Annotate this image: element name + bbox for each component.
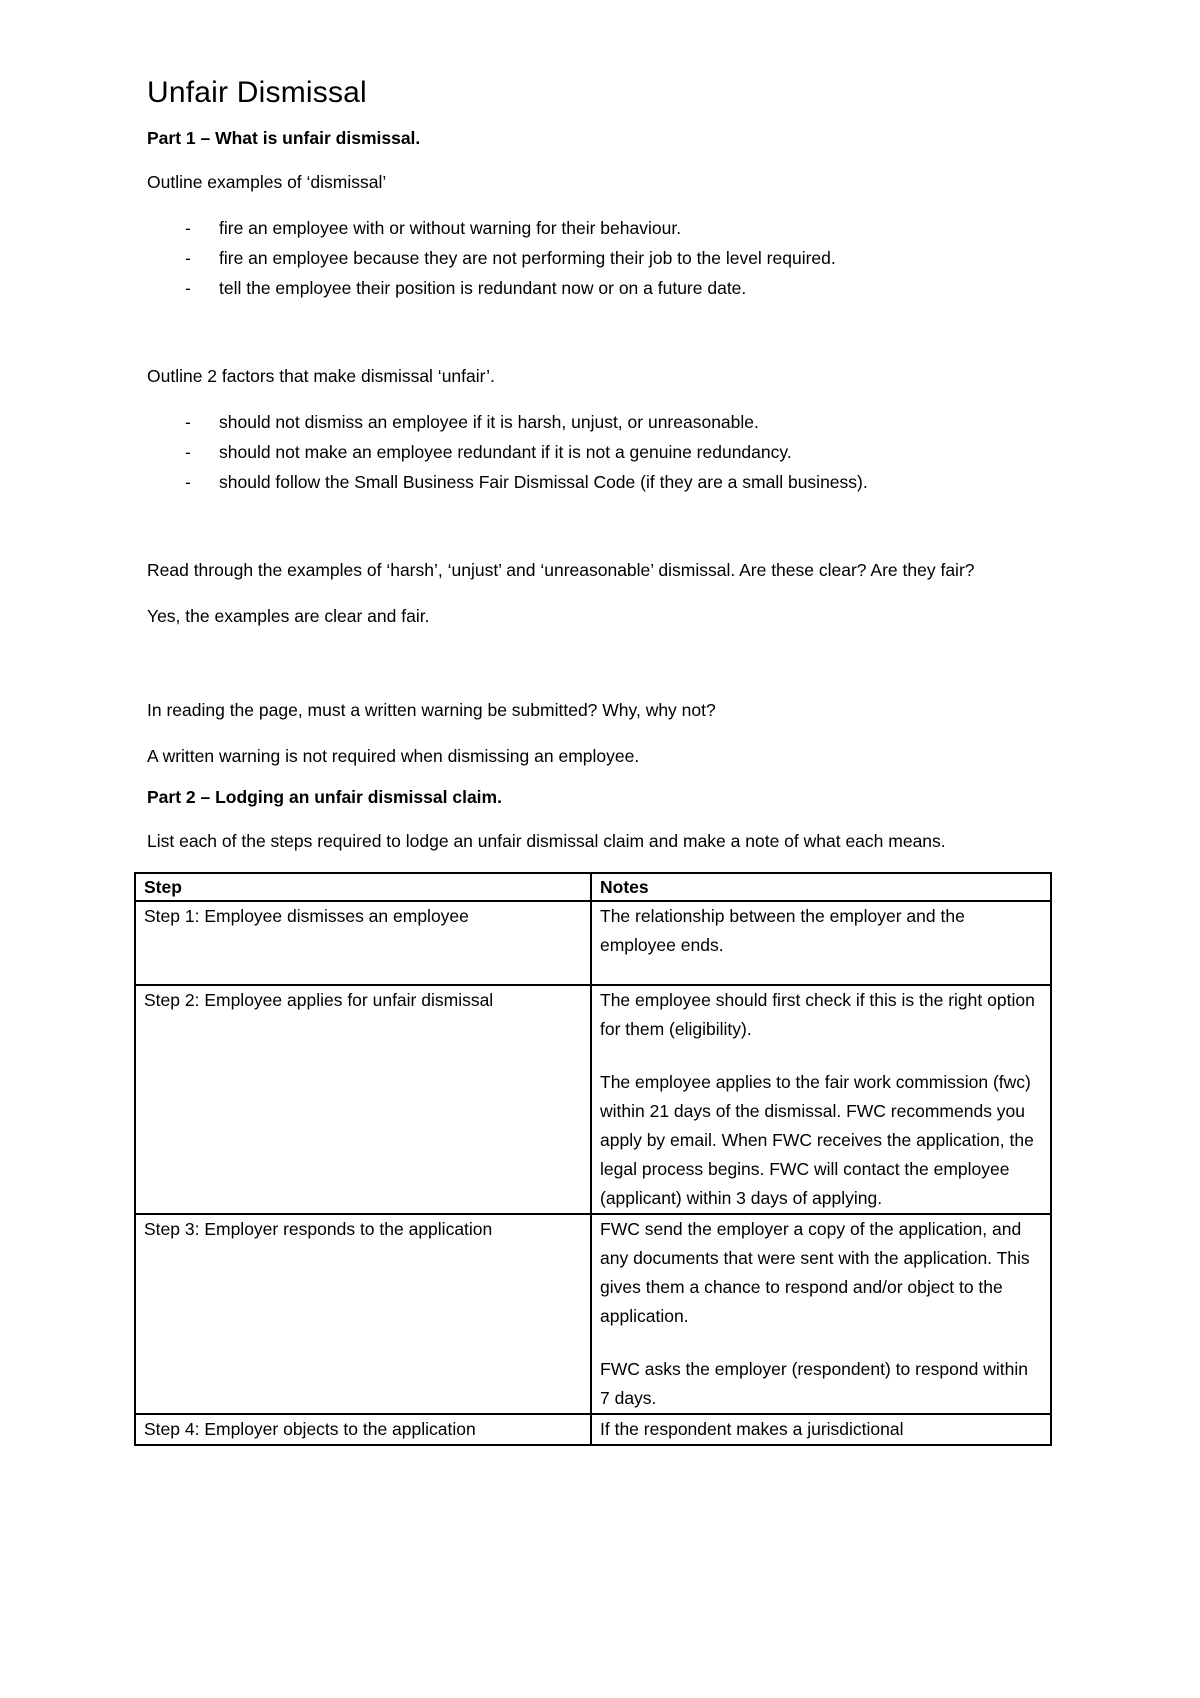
table-row: [135, 1214, 1051, 1414]
spacer: [147, 497, 1052, 555]
table-row: [135, 985, 1051, 1214]
spacer: [600, 1044, 1042, 1068]
table-row: [135, 1414, 1051, 1445]
header-notes: Notes: [591, 873, 1051, 901]
part2-heading: Part 2 – Lodging an unfair dismissal claim.: [147, 787, 502, 807]
dash-bullet: -: [185, 218, 191, 238]
notes-cell: [591, 985, 1051, 1214]
notes-text: If the respondent makes a jurisdictional: [600, 1419, 904, 1439]
list-item-text: fire an employee because they are not performing their job to the level required.: [219, 248, 836, 268]
notes-text: The relationship between the employer and the employee ends.: [600, 906, 965, 955]
table-row: [135, 901, 1051, 985]
spacer: [600, 1331, 1042, 1355]
notes-cell: [591, 1414, 1051, 1445]
notes-text: FWC asks the employer (respondent) to respond within 7 days.: [600, 1359, 1028, 1408]
list-item-text: fire an employee with or without warning for their behaviour.: [219, 218, 682, 238]
answer-examples-clear: Yes, the examples are clear and fair.: [147, 606, 430, 626]
list-item-text: should not make an employee redundant if it is not a genuine redundancy.: [219, 442, 792, 462]
notes-cell: [591, 901, 1051, 985]
dash-bullet: -: [185, 248, 191, 268]
notes-cell: [591, 1214, 1051, 1414]
dash-bullet: -: [185, 472, 191, 492]
list-item: [147, 467, 1052, 497]
part2-instruction: List each of the steps required to lodge an unfair dismissal claim and make a note of what each means.: [147, 831, 946, 851]
spacer: [147, 303, 1052, 361]
step-text: Step 4: Employer objects to the application: [144, 1419, 476, 1439]
page-title: Unfair Dismissal: [147, 76, 367, 109]
dash-bullet: -: [185, 412, 191, 432]
notes-text: FWC send the employer a copy of the application, and any documents that were sent with the application. This gives them a chance to respond and/or object to the application.: [600, 1219, 1030, 1326]
step-cell: [135, 985, 591, 1214]
steps-table: [134, 872, 1052, 1446]
step-text: Step 1: Employee dismisses an employee: [144, 906, 469, 926]
step-cell: [135, 901, 591, 985]
spacer: [147, 647, 1052, 695]
step-text: Step 3: Employer responds to the application: [144, 1219, 493, 1239]
question-dismissal-examples: Outline examples of ‘dismissal’: [147, 172, 387, 192]
question-written-warning: In reading the page, must a written warning be submitted? Why, why not?: [147, 700, 716, 720]
notes-text: The employee applies to the fair work commission (fwc) within 21 days of the dismissal. FWC recommends you apply by email. When FWC receives the application, the legal process begins. FWC will contact the employee (applicant) within 3 days of applying.: [600, 1072, 1034, 1208]
unfair-factors-list: [147, 407, 1052, 497]
dash-bullet: -: [185, 278, 191, 298]
list-item-text: should not dismiss an employee if it is harsh, unjust, or unreasonable.: [219, 412, 759, 432]
dash-bullet: -: [185, 442, 191, 462]
table-header-row: [135, 873, 1051, 901]
list-item: [147, 407, 1052, 437]
document-page: [144, 76, 1052, 1446]
step-text: Step 2: Employee applies for unfair dismissal: [144, 990, 494, 1010]
part1-heading: Part 1 – What is unfair dismissal.: [147, 128, 421, 148]
question-unfair-factors: Outline 2 factors that make dismissal ‘unfair’.: [147, 366, 495, 386]
answer-written-warning: A written warning is not required when dismissing an employee.: [147, 746, 640, 766]
list-item-text: should follow the Small Business Fair Dismissal Code (if they are a small business).: [219, 472, 868, 492]
question-examples-clear: Read through the examples of ‘harsh’, ‘unjust’ and ‘unreasonable’ dismissal. Are these clear? Are they fair?: [147, 560, 975, 580]
list-item: [147, 213, 1052, 243]
dismissal-examples-list: [147, 213, 1052, 303]
list-item: [147, 273, 1052, 303]
list-item: [147, 243, 1052, 273]
notes-text: The employee should first check if this is the right option for them (eligibility).: [600, 990, 1035, 1039]
list-item-text: tell the employee their position is redundant now or on a future date.: [219, 278, 747, 298]
step-cell: [135, 1214, 591, 1414]
header-step: Step: [135, 873, 591, 901]
step-cell: [135, 1414, 591, 1445]
list-item: [147, 437, 1052, 467]
